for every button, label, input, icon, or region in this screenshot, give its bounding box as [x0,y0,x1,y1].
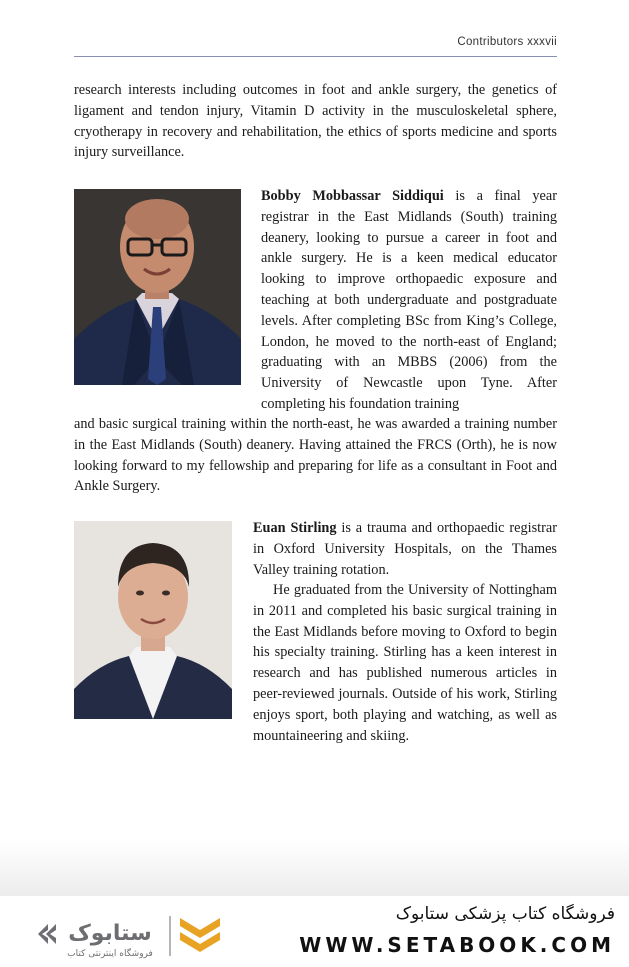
store-name: فروشگاه کتاب پزشکی ستابوک [395,904,615,924]
bio-siddiqui-full: and basic surgical training within the north-east, he was awarded a training number in the East Midlands (South) deanery. Having attained the FRCS (Orth), he is now looking forward to my fellowship and preparing for life as a consultant in Foot and Ankle Surgery. [74,416,557,495]
bio-stirling-intro [253,518,557,580]
bio-stirling-paragraph: He graduated from the University of Nottingham in 2011 and completed his basic surgical training in the East Midlands before moving to Oxford to begin his specialty training. Stirling has a keen interest in research and has published numerous articles in peer-reviewed journals. Outside of his work, Stirling enjoys sport, both playing and watching, as well as mountaineering and skiing. [253,582,557,744]
bio-siddiqui-text-side: is a final year registrar in the East Midlands (South) training deanery, looking to pursue a career in foot and ankle surgery. He is a keen medical educator looking to improve orthopaedic exposure and teaching at both undergraduate and postgraduate levels. After completing BSc from King’s College, London, he moved to the north-east of England; graduating with an MBBS (2006) from the University of Newcastle upon Tyne. After completing his foundation training [261,188,557,412]
running-head: Contributors xxxvii [457,36,557,48]
photo-euan-stirling [74,521,232,719]
bio-siddiqui-side [261,186,557,415]
logo-wordmark: ستابوک [68,921,152,946]
logo-chevron-icon [180,918,220,938]
photo-bobby-siddiqui [74,189,241,385]
bio-siddiqui-name: Bobby Mobbassar Siddiqui [261,188,444,204]
setabook-logo [30,906,250,962]
logo-tagline: فروشگاه اینترنتی کتاب [67,949,153,959]
bio-stirling-name: Euan Stirling [253,520,337,536]
store-url[interactable]: WWW.SETABOOK.COM [299,933,615,957]
footer-fade [0,840,629,896]
store-banner [0,896,629,966]
bio-stirling-text1: is a trauma and orthopaedic registrar in Oxford University Hospitals, on the Thames Valley training rotation. [253,520,557,578]
intro-paragraph: research interests including outcomes in foot and ankle surgery, the genetics of ligament and tendon injury, Vitamin D activity in the musculoskeletal sphere, cryotherapy in recovery and rehabilitation, the ethics of sports medicine and sports injury surveillance. [74,82,557,161]
page-header [74,34,557,57]
